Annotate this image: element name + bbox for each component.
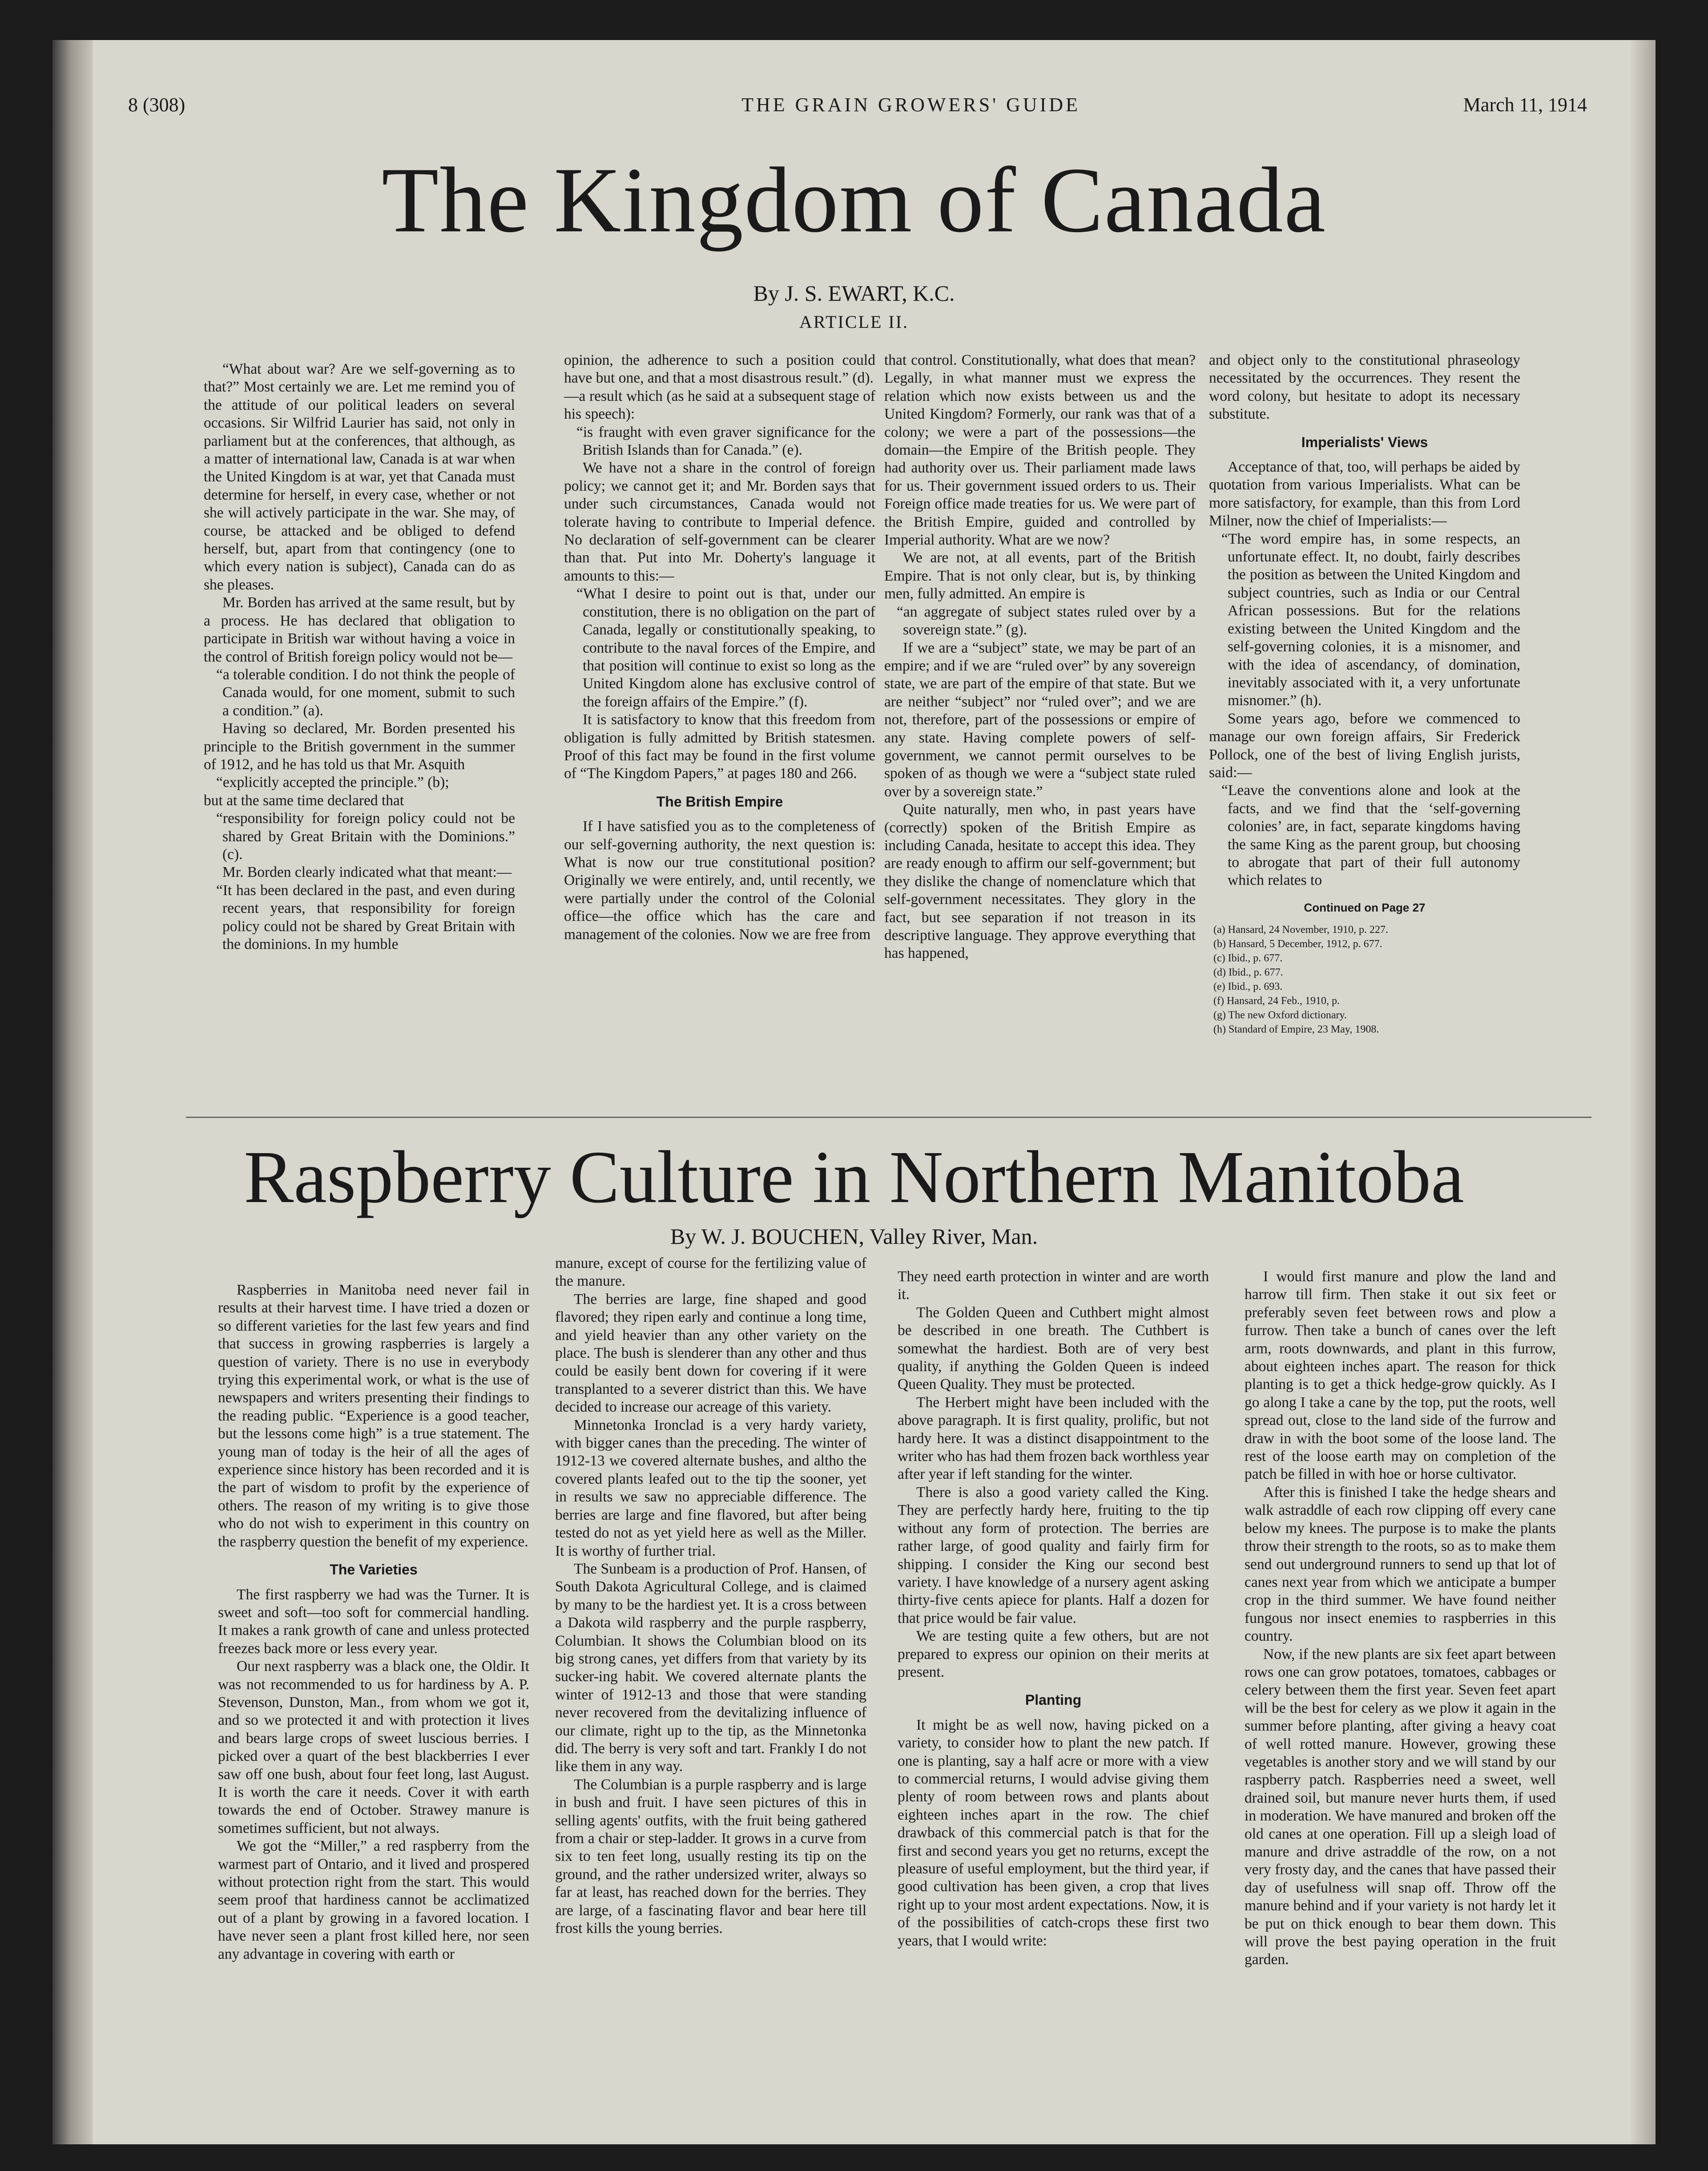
paragraph: It might be as well now, having picked on a variety, to consider how to plant the new patch. If one is planting, say a half acre or more with a view to commercial returns, I would advise giving them plenty of room between rows and plants about eighteen inches apart in the row. The chief drawback of this commercial patch is that for the first and second years you get no returns, except the pleasure of useful employment, but the third year, if good cultivation has been given, a crop that lives right up to your most ardent expectations. Now, it is of the possibilities of catch-crops these first two years, that I would write: <box>898 1716 1209 1949</box>
paragraph: I would first manure and plow the land and harrow till firm. Then stake it out six feet or preferably seven feet between rows and plow a furrow. Then take a bunch of canes over the left arm, roots downwards, and plant in this furrow, about eighteen inches apart. The reason for thick planting is to get a thick hedge-grow quickly. As I go along I take a cane by the top, put the roots, well spread out, close to the land side of the furrow and draw in with the boot some of the loose land. The rest of the loose earth may on completion of the patch be filled in with hoe or horse cultivator. <box>1245 1268 1556 1483</box>
paragraph: Now, if the new plants are six feet apart between rows one can grow potatoes, tomatoes, cabbages or celery between them the first year. Seven feet apart will be the best for celery as we plow it again in the summer before planting, after giving a heavy coat of well rotted manure. However, growing these vegetables is another story and we will stand by our raspberry patch. Raspberries need a sweet, well drained soil, but manure never hurts them, if used in moderation. We have manured and broken off the old canes at one operation. Fill up a sleigh load of manure and drive astraddle of the row, on a not very frosty day, and the canes that have passed their day of usefulness will snap off. Throw off the manure behind and if your variety is not hardy let it be put on thick enough to bear them down. This will prove the best paying operation in the fruit garden. <box>1245 1646 1556 1968</box>
paragraph: manure, except of course for the fertilizing value of the manure. <box>555 1255 866 1290</box>
paragraph: Having so declared, Mr. Borden presented his principle to the British government in the summer of 1912, and he has told us that Mr. Asquith <box>204 720 515 773</box>
quotation: “responsibility for foreign policy could not be shared by Great Britain with the Dominions.” (c). <box>216 810 515 863</box>
footnote: (g) The new Oxford dictionary. <box>1213 1009 1347 1021</box>
quotation: “explicitly accepted the principle.” (b); <box>216 774 449 791</box>
article-byline: By W. J. BOUCHEN, Valley River, Man. <box>670 1224 1038 1249</box>
article-column <box>204 360 515 1045</box>
section-subhead: The British Empire <box>656 793 783 810</box>
quotation: “The word empire has, in some respects, an unfortunate effect. It, no doubt, fairly describes the position as between the United Kingdom and subject countries, such as India or our Central African possessions. But for the relations existing between the United Kingdom and the self-governing colonies, it is a misnomer, and with the idea of ascendancy, of domination, inevitably associated with it, a very unfortunate misnomer.” (h). <box>1221 530 1520 709</box>
page-edge-shadow <box>1629 40 1656 2144</box>
article-headline: The Kingdom of Canada <box>382 149 1326 252</box>
paragraph: —a result which (as he said at a subsequent stage of his speech): <box>564 387 875 423</box>
article-column <box>898 1268 1209 2104</box>
issue-date: March 11, 1914 <box>1463 94 1587 116</box>
paragraph: Raspberries in Manitoba need never fail in results at their harvest time. I have tried a dozen or so different varieties for the last few years and find that success in growing raspberries is largely a question of variety. There is no use in everybody trying this experimental work, or what is the use of newspapers and writers presenting their findings to the reading public. “Experience is a good teacher, but the lessons come high” is a true statement. The young man of today is the heir of all the ages of experience since history has been recorded and it is the part of wisdom to profit by the experience of others. The reason of my writing is to give those who do not wish to experiment in this country on the raspberry question the benefit of my experience. <box>218 1282 529 1550</box>
paragraph: Quite naturally, men who, in past years have (correctly) spoken of the British Empire as including Canada, hesitate to accept this idea. They are ready enough to affirm our self-government; but they dislike the change of nomenclature which that self-government necessitates. They glory in the fact, but see separation if not treason in its descriptive language. They approve everything that has happened, <box>884 801 1196 962</box>
paragraph: Minnetonka Ironclad is a very hardy variety, with bigger canes than the preceding. The winter of 1912-13 we covered alternate bushes, and altho the covered plants leafed out to the tip the sooner, yet in results we saw no appreciable difference. The berries are large and fine flavored, but after being tested do not as yet yield here as well as the Miller. It is worthy of further trial. <box>555 1416 866 1559</box>
quotation: “is fraught with even graver significance for the British Islands than for Canada.” (e). <box>576 424 875 459</box>
paragraph: There is also a good variety called the King. They are perfectly hardy here, fruiting to the tip without any form of protection. The berries are rather large, of good quality and fairly firm for shipping. I consider the King our second best variety. I have knowledge of a nursery agent asking thirty-five cents apiece for plants. Half a dozen for that price would be fair value. <box>898 1484 1209 1626</box>
paragraph: Mr. Borden has arrived at the same result, but by a process. He has declared that obligation to participate in British war without having a voice in the control of British foreign policy would not be— <box>204 594 515 665</box>
section-subhead: Imperialists' Views <box>1301 434 1428 450</box>
section-subhead: The Varieties <box>330 1562 418 1578</box>
paragraph: Some years ago, before we commenced to manage our own foreign affairs, Sir Frederick Pollock, one of the best of living English jurists, said:— <box>1209 710 1520 781</box>
article-column <box>555 1255 866 2100</box>
article-column <box>884 351 1196 1045</box>
paragraph: that control. Constitutionally, what does that mean? Legally, in what manner must we express the relation which now exists between us and the United Kingdom? Formerly, our rank was that of a colony; we were a part of the possessions—the domain—the Empire of the British people. They had authority over us. Their parliament made laws for us. Their government issued orders to us. Their Foreign office made treaties for us. We were part of the British Empire, guided and controlled by Imperial authority. What are we now? <box>884 352 1196 549</box>
footnote: (a) Hansard, 24 November, 1910, p. 227. <box>1213 924 1388 936</box>
footnote: (f) Hansard, 24 Feb., 1910, p. <box>1213 995 1340 1007</box>
section-subhead: Planting <box>1025 1692 1082 1708</box>
paragraph: The Columbian is a purple raspberry and is large in bush and fruit. I have seen pictures of this in selling agents' outfits, with the fruit being gathered from a chair or step-ladder. It grows in a curve from six to ten feet long, usually resting its tip on the ground, and the rather undersized writer, always so far at least, has reached down for the berries. They are large, of a fascinating flavor and bear here till frost kills the young berries. <box>555 1776 866 1937</box>
paragraph: and object only to the constitutional phraseology necessitated by the occurrences. They resent the word colony, but hesitate to adopt its necessary substitute. <box>1209 352 1520 423</box>
footnote: (b) Hansard, 5 December, 1912, p. 677. <box>1213 938 1382 950</box>
article-column <box>218 1281 529 2104</box>
paragraph: The first raspberry we had was the Turner. It is sweet and soft—too soft for commercial handling. It makes a rank growth of cane and unless protected freezes back more or less every year. <box>218 1586 529 1657</box>
paragraph: The Herbert might have been included with the above paragraph. It is first quality, prolific, but not hardy here. It was a distinct disappointment to the writer who has had them frozen back worthless year after year if left standing for the winter. <box>898 1394 1209 1483</box>
paragraph: We are testing quite a few others, but are not prepared to express our opinion on their merits at present. <box>898 1628 1209 1680</box>
paragraph: Our next raspberry was a black one, the Oldir. It was not recommended to us for hardiness by A. P. Stevenson, Dunston, Man., from whom we got it, and so we protected it and with protection it lives and bears large crops of sweet luscious berries. I picked over a quart of the best blackberries I ever saw off one bush, about four feet long, last August. It is worth the care it needs. Cover it with earth towards the end of October. Strawey manure is sometimes sufficient, but not always. <box>218 1658 529 1836</box>
footnote: (h) Standard of Empire, 23 May, 1908. <box>1213 1024 1379 1036</box>
paragraph: We got the “Miller,” a red raspberry from the warmest part of Ontario, and it lived and prospered without protection right from the start. This would seem proof that hardiness cannot be acclimatized out of a plant by growing in a favored location. I have never seen a plant frost killed here, nor seen any advantage in covering with earth or <box>218 1838 529 1962</box>
footnote: (e) Ibid., p. 693. <box>1213 981 1283 993</box>
continued-notice: Continued on Page 27 <box>1304 900 1426 914</box>
paragraph: If I have satisfied you as to the completeness of our self-governing authority, the next question is: What is now our true constitutional position? Originally we were entirely, and, until recently, we were partially under the control of the Colonial office—the office which has the care and management of the colonies. Now we are free from <box>564 818 875 943</box>
article-byline: By J. S. EWART, K.C. <box>753 281 955 306</box>
article-number: ARTICLE II. <box>799 312 909 332</box>
paragraph: The Sunbeam is a production of Prof. Hansen, of South Dakota Agricultural College, and is claimed by many to be the hardiest yet. It is a cross between a Dakota wild raspberry and the purple raspberry, Columbian. It shows the Columbian blood on its big strong canes, yet differs from that variety by its sucker-ing habit. We covered alternate plants the winter of 1912-13 and those that were standing never recovered from the devitalizing influence of our climate, right up to the tip, as the Minnetonka did. The berry is very soft and tart. Frankly I do not like them in any way. <box>555 1560 866 1775</box>
paragraph: Acceptance of that, too, will perhaps be aided by quotation from various Imperialists. What can be more satisfactory, for example, than this from Lord Milner, now the chief of Imperialists:— <box>1209 459 1520 529</box>
newspaper-page <box>52 40 1656 2144</box>
paragraph: opinion, the adherence to such a position could have but one, and that a most disastrous result.” (d). <box>564 352 875 387</box>
quotation: “an aggregate of subject states ruled over by a sovereign state.” (g). <box>897 603 1196 638</box>
paragraph: We are not, at all events, part of the British Empire. That is not only clear, but is, by thinking men, fully admitted. An empire is <box>884 549 1196 602</box>
article-column <box>1245 1268 1556 2104</box>
footnote: (d) Ibid., p. 677. <box>1213 967 1283 979</box>
page-number: 8 (308) <box>128 94 185 116</box>
quotation: “a tolerable condition. I do not think the people of Canada would, for one moment, submit to such a condition.” (a). <box>216 666 515 719</box>
article-headline: Raspberry Culture in Northern Manitoba <box>244 1136 1464 1219</box>
section-divider <box>186 1117 1591 1118</box>
paragraph: It is satisfactory to know that this freedom from obligation is fully admitted by British statesmen. Proof of this fact may be found in the first volume of “The Kingdom Papers,” at pages 180 and 266. <box>564 711 875 782</box>
quotation: “Leave the conventions alone and look at the facts, and we find that the ‘self-governing colonies’ are, in fact, separate kingdoms having the same King as the parent group, but choosing to abrogate that part of their full autonomy which relates to <box>1221 782 1520 889</box>
quotation: “It has been declared in the past, and even during recent years, that responsibility for foreign policy could not be shared by Great Britain with the dominions. In my humble <box>216 882 515 952</box>
article-column <box>1209 351 1520 1045</box>
paragraph: If we are a “subject” state, we may be part of an empire; and if we are “ruled over” by any sovereign state, we are part of the empire of that state. But we are neither “subject” nor “ruled over”; and we are not, therefore, part of the possessions or empire of any state. Having complete powers of self-government, we cannot permit ourselves to be spoken of as though we were a “subject state ruled over by a sovereign state.” <box>884 639 1196 800</box>
paragraph: After this is finished I take the hedge shears and walk astraddle of each row clipping off every cane below my knees. The purpose is to make the plants throw their strength to the roots, so as to make them send out underground runners to send up that lot of canes next year from which we anticipate a bumper crop in the third summer. We have found neither fungous nor insect enemies to raspberries in this country. <box>1245 1484 1556 1645</box>
paragraph: The Golden Queen and Cuthbert might almost be described in one breath. The Cuthbert is somewhat the hardiest. Both are of very best quality, if anything the Golden Queen is indeed Queen Quality. They must be protected. <box>898 1304 1209 1393</box>
paragraph: They need earth protection in winter and are worth it. <box>898 1268 1209 1303</box>
quotation: “What I desire to point out is that, under our constitution, there is no obligation on the part of Canada, legally or constitutionally speaking, to contribute to the naval forces of the Empire, and that position will continue to exist so long as the United Kingdom alone has exclusive control of the foreign affairs of the Empire.” (f). <box>576 585 875 710</box>
paragraph: The berries are large, fine shaped and good flavored; they ripen early and continue a long time, and yield heavier than any other variety on the place. The bush is slenderer than any other and thus could be easily bent down for covering if it were transplanted to a severer district than this. We have decided to increase our acreage of this variety. <box>555 1291 866 1416</box>
footnote: (c) Ibid., p. 677. <box>1213 952 1283 964</box>
paragraph: Mr. Borden clearly indicated what that meant:— <box>222 864 512 881</box>
paragraph: but at the same time declared that <box>204 792 404 809</box>
running-title: THE GRAIN GROWERS' GUIDE <box>741 94 1080 116</box>
paragraph: “What about war? Are we self-governing as to that?” Most certainly we are. Let me remind you of the attitude of our political leaders on several occasions. Sir Wilfrid Laurier has said, not only in parliament but at the conferences, that although, as a matter of international law, Canada is at war when the United Kingdom is at war, yet that Canada must determine for herself, in every case, whether or not she will actively participate in the war. She may, of course, be attacked and be obliged to defend herself, but, apart from that contingency (one to which every nation is subject), Canada can do as she pleases. <box>204 361 515 593</box>
article-column <box>564 351 875 1045</box>
paragraph: We have not a share in the control of foreign policy; we cannot get it; and Mr. Borden says that under such circumstances, Canada would not tolerate having to contribute to Imperial defence. No declaration of self-government can be clearer than that. Put into Mr. Doherty's language it amounts to this:— <box>564 460 875 584</box>
binding-edge <box>52 40 93 2144</box>
